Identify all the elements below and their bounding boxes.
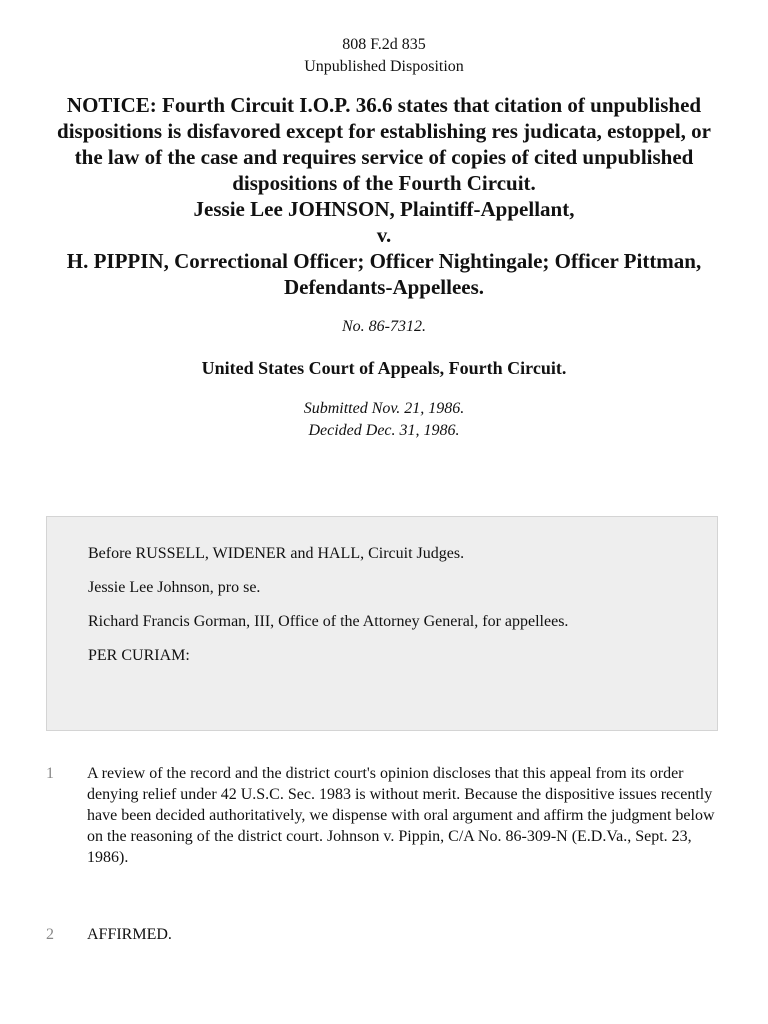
paragraph-number: 1	[46, 765, 54, 782]
notice-text: NOTICE: Fourth Circuit I.O.P. 36.6 states that citation of unpublished dispositions is disfavored except for establishing res judicata, estoppel, or the law of the case and requires service of copies of cited unpublished dispositions of the Fourth Circuit.	[57, 93, 711, 195]
paragraph-number: 2	[46, 926, 54, 943]
case-dates	[0, 398, 768, 442]
decided-date: Decided Dec. 31, 1986.	[308, 422, 460, 439]
defendants-names: H. PIPPIN, Correctional Officer; Officer Nightingale; Officer Pittman, Defendants-Appellees.	[66, 249, 702, 299]
submitted-date: Submitted Nov. 21, 1986.	[303, 400, 465, 417]
case-title	[46, 92, 722, 300]
docket-number: No. 86-7312.	[342, 318, 426, 335]
paragraph-text: A review of the record and the district court's opinion discloses that this appeal from its order denying relief under 42 U.S.C. Sec. 1983 is without merit. Because the dispositive issues recently have been decided authoritatively, we dispense with oral argument and affirm the judgment below on the reasoning of the district court. Johnson v. Pippin, C/A No. 86-309-N (E.D.Va., Sept. 23, 1986).	[87, 765, 715, 866]
disposition-label: Unpublished Disposition	[304, 58, 464, 75]
court-name: United States Court of Appeals, Fourth Circuit.	[201, 358, 567, 378]
panel-box	[46, 516, 718, 731]
versus-label: v.	[376, 223, 392, 247]
citation: 808 F.2d 835	[342, 36, 426, 53]
appellee-counsel: Richard Francis Gorman, III, Office of the Attorney General, for appellees.	[88, 613, 569, 630]
per-curiam-label: PER CURIAM:	[88, 647, 190, 664]
panel-judges: Before RUSSELL, WIDENER and HALL, Circuit Judges.	[88, 545, 465, 562]
opinion-paragraph	[0, 924, 768, 945]
opinion-paragraph	[0, 763, 768, 868]
plaintiff-name: Jessie Lee JOHNSON, Plaintiff-Appellant,	[193, 197, 575, 221]
paragraph-text: AFFIRMED.	[87, 926, 172, 943]
appellant-counsel: Jessie Lee Johnson, pro se.	[88, 579, 261, 596]
